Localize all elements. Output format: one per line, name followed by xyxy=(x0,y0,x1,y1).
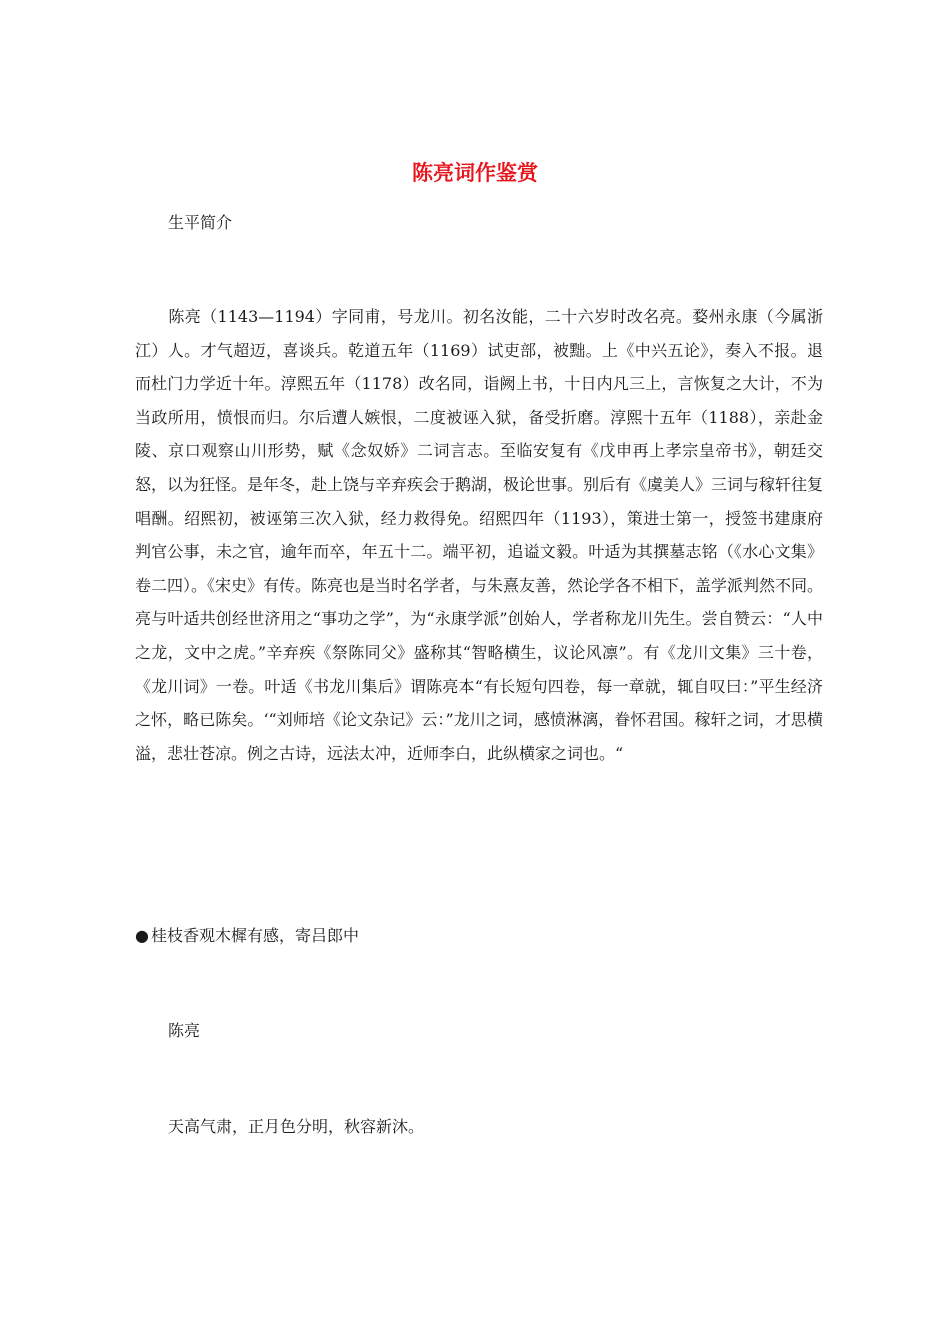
section-heading: 生平简介 xyxy=(168,213,233,232)
bullet-icon: ● xyxy=(135,926,149,945)
poem-first-line: 天高气肃，正月色分明，秋容新沐。 xyxy=(168,1117,425,1136)
document-title: 陈亮词作鉴赏 xyxy=(412,161,538,185)
poem-title: 桂枝香观木樨有感，寄吕郎中 xyxy=(150,926,359,945)
biography-paragraph xyxy=(135,300,823,770)
biography-text: 陈亮（1143—1194）字同甫，号龙川。初名汝能，二十六岁时改名亮。婺州永康（今属浙江）人。才气超迈，喜谈兵。乾道五年（1169）试吏部，被黜。上《中兴五论》，奏入不报。退而杜门力学近十年。淳熙五年（1178）改名同，诣阙上书，十日内凡三上，言恢复之大计，不为当政所用，愤恨而归。尔后遭人嫉恨，二度被诬入狱，备受折磨。淳熙十五年（1188），亲赴金陵、京口观察山川形势，赋《念奴娇》二词言志。至临安复有《戊申再上孝宗皇帝书》，朝廷交怒，以为狂怪。是年冬，赴上饶与辛弃疾会于鹅湖，极论世事。别后有《虞美人》三词与稼轩往复唱酬。绍熙初，被诬第三次入狱，经力救得免。绍熙四年（1193），策进士第一，授签书建康府判官公事，未之官，逾年而卒，年五十二。端平初，追谥文毅。叶适为其撰墓志铭（《水心文集》卷二四）。《宋史》有传。陈亮也是当时名学者，与朱熹友善，然论学各不相下，盖学派判然不同。亮与叶适共创经世济用之“事功之学”，为“永康学派”创始人，学者称龙川先生。尝自赞云：“人中之龙，文中之虎。”辛弃疾《祭陈同父》盛称其“智略横生，议论风凛”。有《龙川文集》三十卷，《龙川词》一卷。叶适《书龙川集后》谓陈亮本“有长短句四卷，每一章就，辄自叹曰：”平生经济之怀，略已陈矣。‘“刘师培《论文杂记》云：”龙川之词，感愤淋漓，眷怀君国。稼轩之词，才思横溢，悲壮苍凉。例之古诗，远法太冲，近师李白，此纵横家之词也。“ xyxy=(135,307,824,763)
poem-author: 陈亮 xyxy=(168,1021,201,1040)
poem-title-line xyxy=(135,922,359,950)
